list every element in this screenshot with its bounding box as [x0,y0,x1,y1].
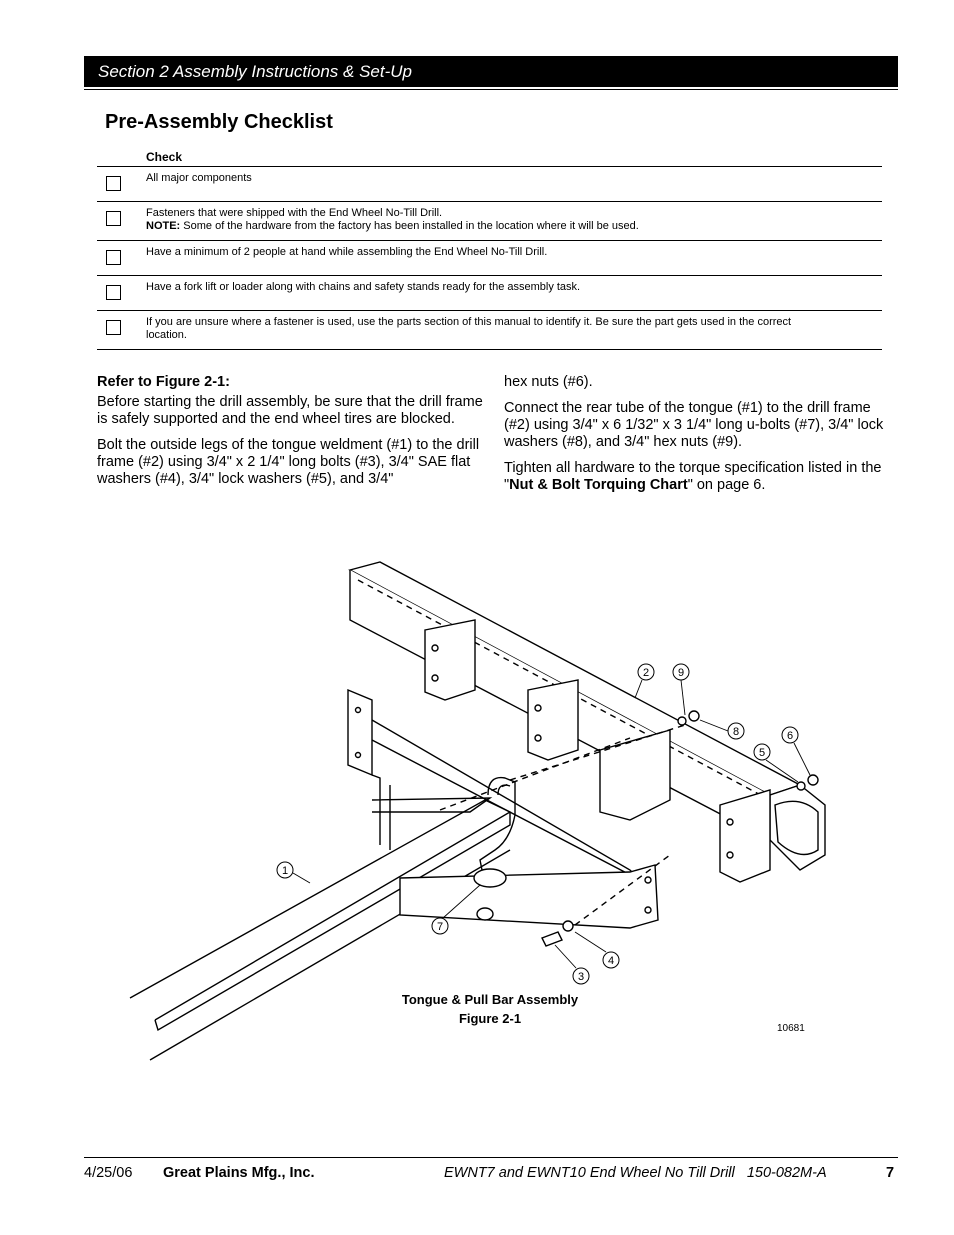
checklist-item-text: All major components [146,172,252,184]
checkbox[interactable] [106,320,121,335]
checklist-item-main: Fasteners that were shipped with the End Wheel No-Till Drill. [146,207,443,219]
chart-reference: Nut & Bolt Torquing Chart [509,477,688,493]
instruction-paragraph [504,460,890,494]
instruction-paragraph: hex nuts (#6). [504,374,593,390]
callout-label: 4 [607,955,615,967]
instruction-paragraph: Bolt the outside legs of the tongue weldment (#1) to the drill frame (#2) using 3/4" x 2 1/4" long bolts (#3), 3/4" SAE flat washers (#4), 3/4" lock washers (#5), and 3/4" [97,437,480,487]
drawing-id: 10681 [777,1023,805,1034]
note-text: Some of the hardware from the factory has been installed in the location where it will be used. [180,220,639,232]
checklist-item-text [146,207,796,233]
checklist-row [97,275,882,310]
checklist-table [97,166,882,350]
figure-caption-title: Tongue & Pull Bar Assembly [401,992,579,1007]
figure-caption-number: Figure 2-1 [458,1011,522,1026]
callout-label: 8 [732,726,740,738]
instruction-paragraph: Before starting the drill assembly, be sure that the drill frame is safely supported and the end wheel tires are blocked. [97,394,483,427]
callout-label: 1 [281,865,289,877]
callout-label: 5 [758,747,766,759]
instructions-right-column [504,374,890,503]
footer-date: 4/25/06 [84,1165,133,1181]
section-divider [84,89,898,90]
checkbox[interactable] [106,250,121,265]
page-number: 7 [886,1165,895,1181]
checklist-row [97,240,882,275]
callout-label: 3 [577,971,585,983]
instructions-left-column [97,374,483,497]
page-title: Pre-Assembly Checklist [105,111,333,133]
checkbox[interactable] [106,176,121,191]
section-title: Section 2 Assembly Instructions & Set-Up [98,62,413,81]
callout-label: 9 [677,667,685,679]
callout-label: 2 [642,667,650,679]
callout-label: 7 [436,921,444,933]
checklist-row [97,310,882,350]
checklist-item-text: Have a minimum of 2 people at hand while assembling the End Wheel No-Till Drill. [146,246,548,258]
text-span: Tighten all hardware to the torque specification listed in the " [504,460,882,493]
section-header-bar [84,56,898,87]
footer-company: Great Plains Mfg., Inc. [163,1165,315,1181]
instruction-paragraph: Connect the rear tube of the tongue (#1) to the drill frame (#2) using 3/4" x 6 1/32" x 3 1/4" long u-bolts (#7), 3/4" lock washers (#8), and 3/4" hex nuts (#9). [504,400,884,450]
checklist-item-note [146,220,796,233]
refer-heading: Refer to Figure 2-1: [97,374,230,390]
checkbox[interactable] [106,285,121,300]
text-span: " on page 6. [687,477,766,493]
footer-divider [84,1157,898,1158]
checklist-row [97,201,882,240]
note-label: NOTE: [146,220,181,232]
checklist-row [97,166,882,201]
checklist-item-text: If you are unsure where a fastener is used, use the parts section of this manual to identify it. Be sure the part gets used in the correct location. [146,316,792,341]
footer-document-title: EWNT7 and EWNT10 End Wheel No Till Drill 150-082M-A [444,1165,827,1181]
checkbox[interactable] [106,211,121,226]
callout-label: 6 [786,730,794,742]
checklist-column-header: Check [146,150,183,164]
checklist-item-text: Have a fork lift or loader along with chains and safety stands ready for the assembly task. [146,281,581,293]
